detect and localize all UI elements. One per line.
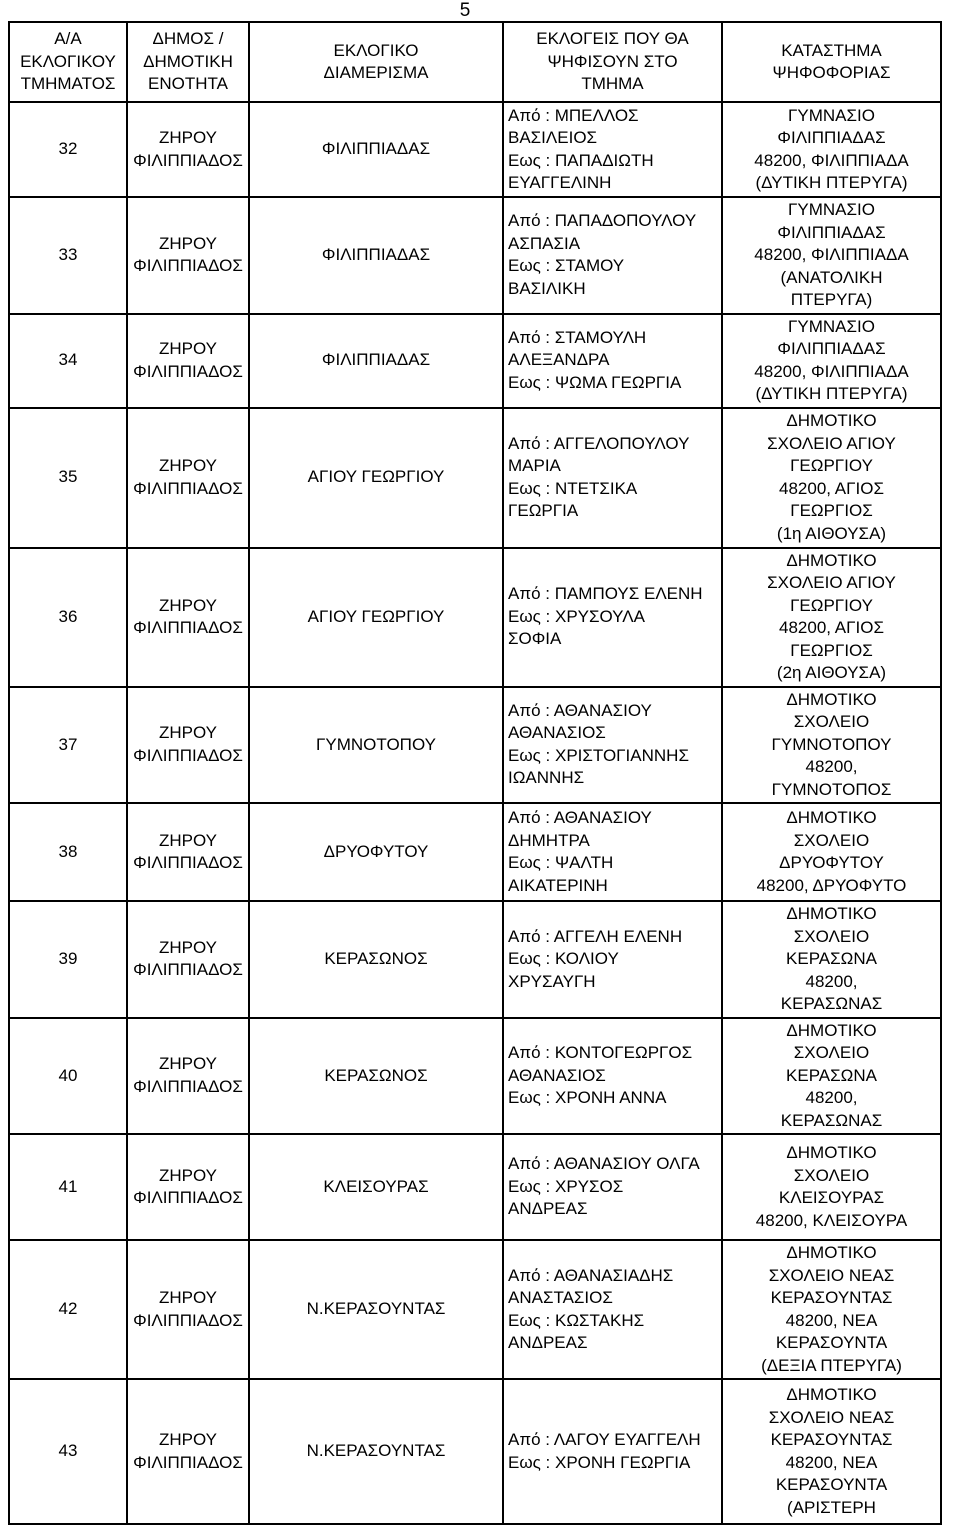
district-cell [249, 1018, 503, 1135]
district-cell [249, 687, 503, 804]
voters-cell-line: Εως : ΚΩΣΤΑΚΗΣ [508, 1310, 645, 1330]
section-number-cell: 40 [9, 1018, 127, 1135]
municipality-cell-line: ΖΗΡΟΥ [158, 830, 217, 850]
polling-station-cell-line: 48200, [805, 971, 858, 991]
header-row [9, 22, 941, 102]
district-cell-line: ΚΛΕΙΣΟΥΡΑΣ [323, 1176, 429, 1196]
municipality-cell-line: ΖΗΡΟΥ [158, 937, 217, 957]
polling-station-cell-line: ΚΕΡΑΣΩΝΑΣ [780, 1110, 883, 1130]
polling-station-cell-line: ΚΕΡΑΣΩΝΑ [786, 1065, 877, 1085]
voters-cell-line: Από : ΣΤΑΜΟΥΛΗ [508, 327, 647, 347]
voters-cell-line: ΑΣΠΑΣΙΑ [508, 233, 581, 253]
municipality-cell [127, 1134, 249, 1240]
municipality-cell-line: ΦΙΛΙΠΠΙΑΔΟΣ [133, 478, 243, 498]
polling-station-cell-line: ΓΕΩΡΓΙΟΥ [790, 456, 873, 475]
polling-station-cell-line: 48200, ΑΓΙΟΣ [779, 618, 884, 637]
voters-cell-line: ΑΘΑΝΑΣΙΟΣ [508, 1065, 606, 1085]
polling-station-cell-line: ΓΥΜΝΟΤΟΠΟΥ [771, 734, 892, 754]
polling-station-cell-line: ΔΗΜΟΤΙΚΟ [786, 1385, 877, 1404]
voters-cell [503, 901, 722, 1018]
municipality-cell-line: ΖΗΡΟΥ [158, 339, 217, 358]
polling-station-cell-line: ΚΕΡΑΣΟΥΝΤΑΣ [770, 1288, 893, 1307]
district-cell [249, 197, 503, 314]
district-cell [249, 548, 503, 687]
polling-station-cell-line: 48200, ΑΓΙΟΣ [779, 478, 884, 498]
polling-station-cell-line: ΚΕΡΑΣΩΝΑ [786, 949, 877, 968]
polling-station-cell-line: 48200, ΦΙΛΙΠΠΙΑΔΑ [754, 245, 909, 264]
district-cell-line: ΑΓΙΟΥ ΓΕΩΡΓΙΟΥ [307, 606, 445, 626]
voters-cell-line: ΒΑΣΙΛΕΙΟΣ [508, 128, 598, 147]
polling-station-cell-line: 48200, ΔΡΥΟΦΥΤΟ [756, 875, 907, 895]
district-cell-line: ΚΕΡΑΣΩΝΟΣ [324, 949, 428, 968]
district-cell [249, 1379, 503, 1524]
voters-cell-line: Από : ΑΘΑΝΑΣΙΑΔΗΣ [508, 1265, 674, 1285]
header-line: ΤΜΗΜΑΤΟΣ [20, 74, 116, 94]
polling-station-cell [722, 1240, 941, 1379]
municipality-cell-line: ΖΗΡΟΥ [158, 128, 217, 147]
district-cell [249, 102, 503, 197]
voters-cell-line: Εως : ΨΩΜΑ ΓΕΩΡΓΙΑ [508, 372, 682, 392]
header-municipality [127, 22, 249, 102]
polling-station-cell-line: ΣΧΟΛΕΙΟ [793, 712, 870, 731]
header-line: ΨΗΦΟΦΟΡΙΑΣ [772, 63, 891, 82]
voters-cell [503, 1134, 722, 1240]
municipality-cell-line: ΖΗΡΟΥ [158, 1430, 217, 1449]
voters-cell-line: Από : ΛΑΓΟΥ ΕΥΑΓΓΕΛΗ [508, 1430, 701, 1449]
voters-cell [503, 408, 722, 548]
section-number-cell: 42 [9, 1240, 127, 1379]
polling-station-cell-line: ΣΧΟΛΕΙΟ [793, 1165, 870, 1185]
municipality-cell-line: ΖΗΡΟΥ [158, 456, 217, 475]
voters-cell-line: ΒΑΣΙΛΙΚΗ [508, 278, 586, 298]
district-cell-line: ΦΙΛΙΠΠΙΑΔΑΣ [321, 245, 431, 264]
section-number-cell: 34 [9, 314, 127, 408]
polling-station-cell-line: ΦΙΛΙΠΠΙΑΔΑΣ [777, 128, 886, 147]
municipality-cell-line: ΦΙΛΙΠΠΙΑΔΟΣ [133, 256, 243, 276]
polling-station-cell-line: ΣΧΟΛΕΙΟ ΝΕΑΣ [768, 1407, 895, 1427]
voters-cell-line: Από : ΠΑΜΠΟΥΣ ΕΛΕΝΗ [508, 584, 703, 604]
municipality-cell [127, 548, 249, 687]
voters-cell-line: ΔΗΜΗΤΡΑ [508, 830, 590, 850]
voters-cell-line: ΧΡΥΣΑΥΓΗ [508, 971, 596, 991]
municipality-cell [127, 408, 249, 548]
voters-cell [503, 197, 722, 314]
polling-station-cell-line: (ΑΡΙΣΤΕΡΗ [787, 1497, 876, 1517]
header-line: Α/Α [54, 29, 82, 49]
municipality-cell [127, 803, 249, 901]
municipality-cell-line: ΦΙΛΙΠΠΙΑΔΟΣ [133, 1452, 243, 1472]
table-row [9, 901, 941, 1018]
section-number-cell: 38 [9, 803, 127, 901]
voters-cell [503, 314, 722, 408]
district-cell-line: ΓΥΜΝΟΤΟΠΟΥ [316, 734, 436, 754]
voters-cell-line: Εως : ΧΡΟΝΗ ΑΝΝΑ [508, 1088, 667, 1107]
district-cell-line: ΚΕΡΑΣΩΝΟΣ [324, 1065, 428, 1085]
voters-cell [503, 687, 722, 804]
voters-cell-line: Εως : ΨΑΛΤΗ [508, 853, 614, 872]
municipality-cell [127, 197, 249, 314]
polling-station-cell-line: ΚΕΡΑΣΟΥΝΤΑΣ [770, 1430, 893, 1449]
municipality-cell [127, 901, 249, 1018]
polling-station-cell [722, 197, 941, 314]
polling-station-cell-line: (1η ΑΙΘΟΥΣΑ) [776, 523, 887, 543]
section-number-cell: 39 [9, 901, 127, 1018]
municipality-cell-line: ΖΗΡΟΥ [158, 1288, 217, 1307]
municipality-cell-line: ΦΙΛΙΠΠΙΑΔΟΣ [133, 853, 243, 872]
district-cell [249, 408, 503, 548]
polling-stations-table [8, 21, 942, 1525]
voters-cell-line: ΑΛΕΞΑΝΔΡΑ [508, 350, 610, 370]
voters-cell-line: ΑΝΔΡΕΑΣ [508, 1199, 588, 1219]
district-cell [249, 1134, 503, 1240]
voters-cell-line: Από : ΜΠΕΛΛΟΣ [508, 105, 639, 125]
voters-cell-line: ΕΥΑΓΓΕΛΙΝΗ [508, 173, 612, 192]
header-line: ΨΗΦΙΣΟΥΝ ΣΤΟ [547, 51, 678, 71]
table-row [9, 1018, 941, 1135]
polling-station-cell-line: ΣΧΟΛΕΙΟ ΝΕΑΣ [768, 1265, 895, 1285]
municipality-cell-line: ΦΙΛΙΠΠΙΑΔΟΣ [133, 150, 243, 170]
polling-station-cell-line: ΣΧΟΛΕΙΟ [793, 1043, 870, 1062]
district-cell [249, 901, 503, 1018]
section-number-cell: 41 [9, 1134, 127, 1240]
municipality-cell-line: ΦΙΛΙΠΠΙΑΔΟΣ [133, 361, 243, 381]
voters-cell [503, 1018, 722, 1135]
polling-station-cell-line: ΓΕΩΡΓΙΟΥ [790, 595, 873, 615]
polling-station-cell [722, 314, 941, 408]
polling-station-cell [722, 803, 941, 901]
table-row [9, 1379, 941, 1524]
table-row [9, 687, 941, 804]
polling-station-cell-line: 48200, ΝΕΑ [785, 1452, 878, 1472]
polling-station-cell [722, 408, 941, 548]
municipality-cell-line: ΦΙΛΙΠΠΙΑΔΟΣ [133, 745, 243, 765]
polling-station-cell-line: ΔΗΜΟΤΙΚΟ [786, 689, 877, 709]
polling-station-cell-line: 48200, ΦΙΛΙΠΠΙΑΔΑ [754, 150, 909, 170]
voters-cell-line: Εως : ΧΡΥΣΟΥΛΑ [508, 606, 645, 626]
municipality-cell-line: ΦΙΛΙΠΠΙΑΔΟΣ [133, 960, 243, 980]
polling-station-cell-line: ΣΧΟΛΕΙΟ [793, 830, 870, 850]
voters-cell-line: Εως : ΣΤΑΜΟΥ [508, 256, 625, 276]
header-electoral-district [249, 22, 503, 102]
polling-station-cell-line: ΔΗΜΟΤΙΚΟ [786, 808, 877, 827]
municipality-cell-line: ΖΗΡΟΥ [158, 1054, 217, 1074]
municipality-cell-line: ΖΗΡΟΥ [158, 233, 217, 253]
district-cell-line: Ν.ΚΕΡΑΣΟΥΝΤΑΣ [306, 1299, 446, 1319]
polling-station-cell-line: ΓΥΜΝΑΣΙΟ [788, 200, 875, 219]
table-row [9, 1240, 941, 1379]
section-number-cell: 36 [9, 548, 127, 687]
district-cell [249, 803, 503, 901]
voters-cell [503, 1379, 722, 1524]
voters-cell-line: Εως : ΚΟΛΙΟΥ [508, 949, 619, 968]
municipality-cell [127, 687, 249, 804]
polling-station-cell-line: ΣΧΟΛΕΙΟ ΑΓΙΟΥ [767, 433, 896, 453]
municipality-cell-line: ΦΙΛΙΠΠΙΑΔΟΣ [133, 1188, 243, 1207]
polling-station-cell-line: ΚΕΡΑΣΟΥΝΤΑ [775, 1475, 888, 1494]
section-number-cell: 37 [9, 687, 127, 804]
voters-cell [503, 803, 722, 901]
voters-cell-line: Εως : ΧΡΥΣΟΣ [508, 1176, 624, 1196]
header-line: ΕΚΛΟΓΙΚΟ [333, 40, 419, 60]
header-line: ΤΜΗΜΑ [581, 74, 644, 94]
polling-station-cell-line: ΦΙΛΙΠΠΙΑΔΑΣ [777, 339, 886, 358]
header-line: ΕΚΛΟΓΕΙΣ ΠΟΥ ΘΑ [536, 29, 689, 49]
table-row [9, 408, 941, 548]
polling-station-cell-line: ΔΗΜΟΤΙΚΟ [786, 411, 877, 430]
polling-station-cell-line: 48200, ΚΛΕΙΣΟΥΡΑ [755, 1210, 908, 1230]
district-cell [249, 314, 503, 408]
voters-cell-line: ΣΟΦΙΑ [508, 629, 562, 649]
municipality-cell-line: ΦΙΛΙΠΠΙΑΔΟΣ [133, 1310, 243, 1330]
polling-station-cell-line: (ΔΥΤΙΚΗ ΠΤΕΡΥΓΑ) [755, 384, 908, 403]
district-cell-line: ΦΙΛΙΠΠΙΑΔΑΣ [321, 350, 431, 370]
district-cell-line: ΦΙΛΙΠΠΙΑΔΑΣ [321, 139, 431, 159]
header-line: ΔΙΑΜΕΡΙΣΜΑ [323, 63, 429, 82]
section-number-cell: 35 [9, 408, 127, 548]
header-section-number [9, 22, 127, 102]
polling-station-cell-line: ΔΗΜΟΤΙΚΟ [786, 1143, 877, 1162]
section-number-cell: 32 [9, 102, 127, 197]
municipality-cell [127, 102, 249, 197]
header-line: ΔΗΜΟΤΙΚΗ [143, 51, 233, 71]
voters-cell [503, 102, 722, 197]
polling-station-cell-line: ΚΛΕΙΣΟΥΡΑΣ [778, 1188, 885, 1207]
polling-station-cell-line: (2η ΑΙΘΟΥΣΑ) [776, 663, 887, 682]
voters-cell-line: Από : ΑΘΑΝΑΣΙΟΥ [508, 700, 652, 720]
header-line: ΔΗΜΟΣ / [152, 29, 224, 49]
municipality-cell [127, 314, 249, 408]
header-line: ΕΝΟΤΗΤΑ [148, 74, 228, 94]
voters-cell-line: Εως : ΧΡΙΣΤΟΓΙΑΝΝΗΣ [508, 745, 689, 765]
polling-station-cell-line: ΔΗΜΟΤΙΚΟ [786, 904, 877, 923]
municipality-cell [127, 1018, 249, 1135]
voters-cell-line: ΑΙΚΑΤΕΡΙΝΗ [508, 875, 608, 895]
polling-station-cell-line: (ΑΝΑΤΟΛΙΚΗ [780, 267, 883, 287]
voters-cell-line: Εως : ΧΡΟΝΗ ΓΕΩΡΓΙΑ [508, 1452, 691, 1472]
district-cell [249, 1240, 503, 1379]
polling-station-cell-line: 48200, [805, 757, 858, 776]
table-row [9, 314, 941, 408]
page-number: 5 [459, 0, 471, 21]
voters-cell [503, 548, 722, 687]
polling-station-cell-line: 48200, ΦΙΛΙΠΠΙΑΔΑ [754, 361, 909, 381]
polling-station-cell-line: ΣΧΟΛΕΙΟ ΑΓΙΟΥ [767, 573, 896, 592]
polling-station-cell [722, 1018, 941, 1135]
voters-cell-line: ΜΑΡΙΑ [508, 456, 561, 475]
polling-station-cell-line: ΓΥΜΝΟΤΟΠΟΣ [771, 779, 892, 799]
polling-station-cell [722, 901, 941, 1018]
municipality-cell-line: ΖΗΡΟΥ [158, 595, 217, 615]
polling-station-cell-line: ΠΤΕΡΥΓΑ) [790, 290, 873, 309]
district-cell-line: ΑΓΙΟΥ ΓΕΩΡΓΙΟΥ [307, 467, 445, 487]
polling-station-cell [722, 102, 941, 197]
polling-station-cell [722, 1134, 941, 1240]
municipality-cell [127, 1240, 249, 1379]
voters-cell [503, 1240, 722, 1379]
voters-cell-line: Εως : ΝΤΕΤΣΙΚΑ [508, 478, 638, 498]
voters-cell-line: ΑΝΔΡΕΑΣ [508, 1333, 588, 1352]
polling-station-cell-line: ΓΕΩΡΓΙΟΣ [790, 501, 873, 520]
header-voters [503, 22, 722, 102]
voters-cell-line: Εως : ΠΑΠΑΔΙΩΤΗ [508, 150, 654, 170]
polling-station-cell-line: ΓΕΩΡΓΙΟΣ [790, 640, 873, 660]
district-cell-line: Ν.ΚΕΡΑΣΟΥΝΤΑΣ [306, 1441, 446, 1461]
section-number-cell: 33 [9, 197, 127, 314]
polling-station-cell-line: ΔΗΜΟΤΙΚΟ [786, 550, 877, 570]
header-line: ΚΑΤΑΣΤΗΜΑ [781, 40, 882, 60]
header-line: ΕΚΛΟΓΙΚΟΥ [20, 51, 116, 71]
polling-station-cell [722, 1379, 941, 1524]
voters-cell-line: Από : ΑΘΑΝΑΣΙΟΥ ΟΛΓΑ [508, 1154, 700, 1174]
voters-cell-line: ΓΕΩΡΓΙΑ [508, 501, 579, 520]
voters-cell-line: ΑΝΑΣΤΑΣΙΟΣ [508, 1288, 613, 1307]
polling-station-cell-line: (ΔΥΤΙΚΗ ΠΤΕΡΥΓΑ) [755, 173, 908, 192]
polling-station-cell-line: ΚΕΡΑΣΩΝΑΣ [780, 994, 883, 1013]
polling-station-cell-line: ΔΗΜΟΤΙΚΟ [786, 1243, 877, 1262]
polling-station-cell-line: (ΔΕΞΙΑ ΠΤΕΡΥΓΑ) [761, 1355, 902, 1375]
voters-cell-line: Από : ΚΟΝΤΟΓΕΩΡΓΟΣ [508, 1043, 693, 1062]
municipality-cell-line: ΦΙΛΙΠΠΙΑΔΟΣ [133, 1076, 243, 1096]
polling-station-cell-line: ΦΙΛΙΠΠΙΑΔΑΣ [777, 222, 886, 242]
table-body [9, 102, 941, 1524]
table-row [9, 102, 941, 197]
voters-cell-line: ΙΩΑΝΝΗΣ [508, 768, 585, 788]
table-row [9, 803, 941, 901]
voters-cell-line: Από : ΠΑΠΑΔΟΠΟΥΛΟΥ [508, 211, 697, 231]
polling-station-cell-line: ΔΡΥΟΦΥΤΟΥ [779, 853, 884, 872]
voters-cell-line: Από : ΑΓΓΕΛΟΠΟΥΛΟΥ [508, 433, 690, 453]
polling-station-cell-line: ΓΥΜΝΑΣΙΟ [788, 105, 875, 125]
table-row [9, 548, 941, 687]
district-cell-line: ΔΡΥΟΦΥΤΟΥ [323, 841, 429, 861]
header-polling-station [722, 22, 941, 102]
voters-cell-line: Από : ΑΓΓΕΛΗ ΕΛΕΝΗ [508, 926, 683, 946]
polling-station-cell-line: ΚΕΡΑΣΟΥΝΤΑ [775, 1333, 888, 1352]
municipality-cell-line: ΖΗΡΟΥ [158, 1165, 217, 1185]
polling-station-cell [722, 548, 941, 687]
table-row [9, 1134, 941, 1240]
polling-station-cell-line: ΓΥΜΝΑΣΙΟ [788, 316, 875, 336]
municipality-cell-line: ΦΙΛΙΠΠΙΑΔΟΣ [133, 618, 243, 637]
polling-station-cell-line: ΣΧΟΛΕΙΟ [793, 926, 870, 946]
voters-cell-line: ΑΘΑΝΑΣΙΟΣ [508, 723, 606, 743]
voters-cell-line: Από : ΑΘΑΝΑΣΙΟΥ [508, 808, 652, 827]
municipality-cell-line: ΖΗΡΟΥ [158, 723, 217, 743]
section-number-cell: 43 [9, 1379, 127, 1524]
municipality-cell [127, 1379, 249, 1524]
polling-station-cell-line: 48200, [805, 1088, 858, 1107]
table-row [9, 197, 941, 314]
polling-station-cell-line: 48200, ΝΕΑ [785, 1310, 878, 1330]
polling-station-cell [722, 687, 941, 804]
polling-station-cell-line: ΔΗΜΟΤΙΚΟ [786, 1020, 877, 1040]
